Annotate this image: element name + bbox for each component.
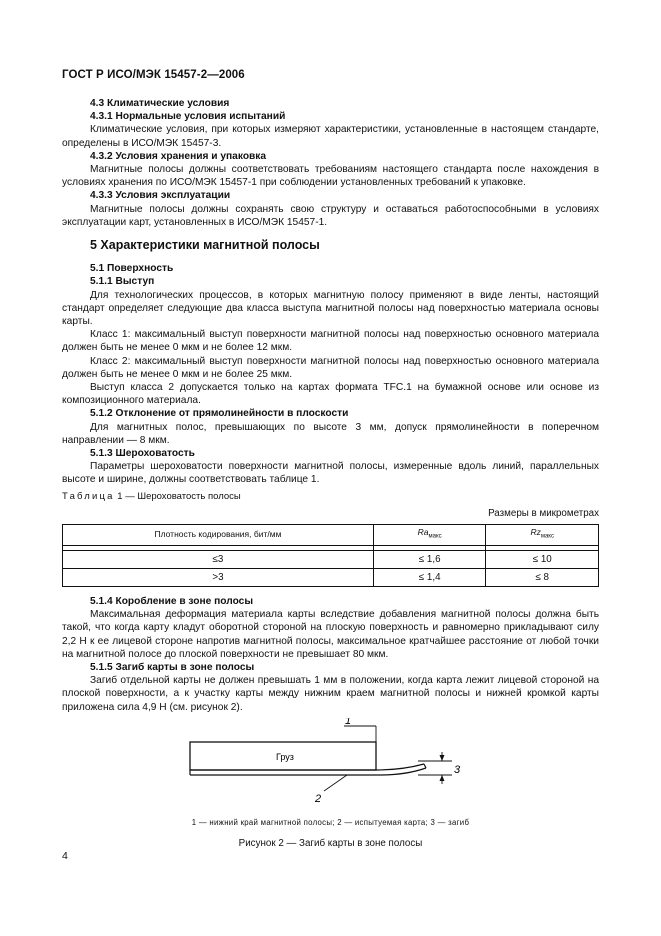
weight-label: Груз xyxy=(276,751,294,762)
table-row xyxy=(63,550,599,568)
section-4-3-2-title: 4.3.2 Условия хранения и упаковка xyxy=(90,150,267,162)
figure-2-caption: Рисунок 2 — Загиб карты в зоне полосы xyxy=(238,837,423,849)
cell-ra: ≤ 1,4 xyxy=(373,568,486,586)
section-4-3-title: 4.3 Климатические условия xyxy=(90,98,230,109)
section-5-1-1-para-1: Для технологических процессов, в которых магнитную полосу применяют в виде ленты, настоящий стандарт определяет следующие два класса выступа магнитной полосы над поверхностью материала основы карты. xyxy=(62,289,599,328)
table-1-caption-word: Таблица xyxy=(62,490,115,502)
section-5-1-5-title: 5.1.5 Загиб карты в зоне полосы xyxy=(90,662,255,673)
section-5-1-5-text: Загиб отдельной карты не должен превышать 1 мм в положении, когда карта лежит лицевой стороной на плоской поверхности, а к участку карты между нижним краем магнитной полосы и нижней кромкой карты приложена сила 4,9 Н (см. рисунок 2). xyxy=(62,675,599,713)
card-bend-diagram xyxy=(62,718,599,814)
section-5-1-title: 5.1 Поверхность xyxy=(90,263,174,275)
figure-2 xyxy=(62,718,599,814)
section-5-title: 5 Характеристики магнитной полосы xyxy=(90,238,320,253)
table-1-caption xyxy=(62,490,599,503)
table-row xyxy=(63,568,599,586)
cell-density: ≤3 xyxy=(63,550,374,568)
document-code-header: ГОСТ Р ИСО/МЭК 15457-2—2006 xyxy=(62,69,245,81)
callout-1-label: 1 xyxy=(345,717,352,727)
cell-rz: ≤ 10 xyxy=(486,550,599,568)
section-5-1-1-para-2: Класс 1: максимальный выступ поверхности магнитной полосы над поверхностью основного материала должен быть не менее 0 мкм и не более 12 мкм. xyxy=(62,329,599,354)
section-4-3-1-title: 4.3.1 Нормальные условия испытаний xyxy=(90,111,286,123)
section-5-1-3-text: Параметры шероховатости поверхности магнитной полосы, измеренные вдоль линий, параллельных высоте и ширине, должны соответствовать таблице 1. xyxy=(62,461,599,486)
callout-3-label: 3 xyxy=(454,763,461,776)
section-5-1-1-para-3: Класс 2: максимальный выступ поверхности магнитной полосы над поверхностью основного материала должен быть не менее 0 мкм и не более 25 мкм. xyxy=(62,355,599,380)
roughness-table xyxy=(62,524,599,587)
section-4-3-2-text: Магнитные полосы должны соответствовать требованиям настоящего стандарта после нахождения в условиях хранения по ИСО/МЭК 15457-1 при соблюдении установленных требований к упаковке. xyxy=(62,164,599,189)
figure-2-legend: 1 — нижний край магнитной полосы; 2 — испытуемая карта; 3 — загиб xyxy=(191,817,470,827)
section-5-1-3-title: 5.1.3 Шероховатость xyxy=(90,448,195,460)
section-5-1-2-title: 5.1.2 Отклонение от прямолинейности в плоскости xyxy=(90,408,349,420)
page-number: 4 xyxy=(62,850,68,862)
callout-2-label: 2 xyxy=(315,792,322,805)
section-4-3-3-text: Магнитные полосы должны сохранять свою структуру и оставаться работоспособными в условиях эксплуатации карт, установленных в ИСО/МЭК 15457-1. xyxy=(62,203,599,228)
section-5-1-4-text: Максимальная деформация материала карты вследствие добавления магнитной полосы должна быть такой, что когда карту кладут оборотной стороной на плоскую поверхность и равномерно прикладывают силу 2,2 Н к ее лицевой стороне напротив магнитной полосы, максимальное кратчайшее расстояние от любой точки на магнитной полосе до плоской поверхности не превышает 80 мкм. xyxy=(62,609,599,660)
header-rz: $Rz_{макс}$ xyxy=(486,525,599,546)
section-5-1-1-para-4: Выступ класса 2 допускается только на картах формата TFC.1 на бумажной основе или основе из композиционного материала. xyxy=(62,382,599,407)
section-4-3-1-text: Климатические условия, при которых измеряют характеристики, установленные в настоящем стандарте, определены в ИСО/МЭК 15457-3. xyxy=(62,124,599,149)
header-ra: $Ra_{макс}$ xyxy=(373,525,486,546)
cell-ra: ≤ 1,6 xyxy=(373,550,486,568)
section-4-3-3-title: 4.3.3 Условия эксплуатации xyxy=(90,190,231,202)
section-5-1-4-title: 5.1.4 Коробление в зоне полосы xyxy=(90,595,254,607)
section-5-1-2-text: Для магнитных полос, превышающих по высоте 3 мм, допуск прямолинейности в поперечном направлении — 8 мкм. xyxy=(62,421,599,446)
callout-2-line xyxy=(324,775,347,791)
document-body xyxy=(62,97,599,860)
cell-rz: ≤ 8 xyxy=(486,568,599,586)
table-1-units: Размеры в микрометрах xyxy=(488,507,599,519)
cell-density: >3 xyxy=(63,568,374,586)
table-1-caption-rest: 1 — Шероховатость полосы xyxy=(117,490,241,502)
header-density: Плотность кодирования, бит/мм xyxy=(63,525,374,546)
table-header-row xyxy=(63,525,599,546)
section-5-1-1-title: 5.1.1 Выступ xyxy=(90,276,155,288)
